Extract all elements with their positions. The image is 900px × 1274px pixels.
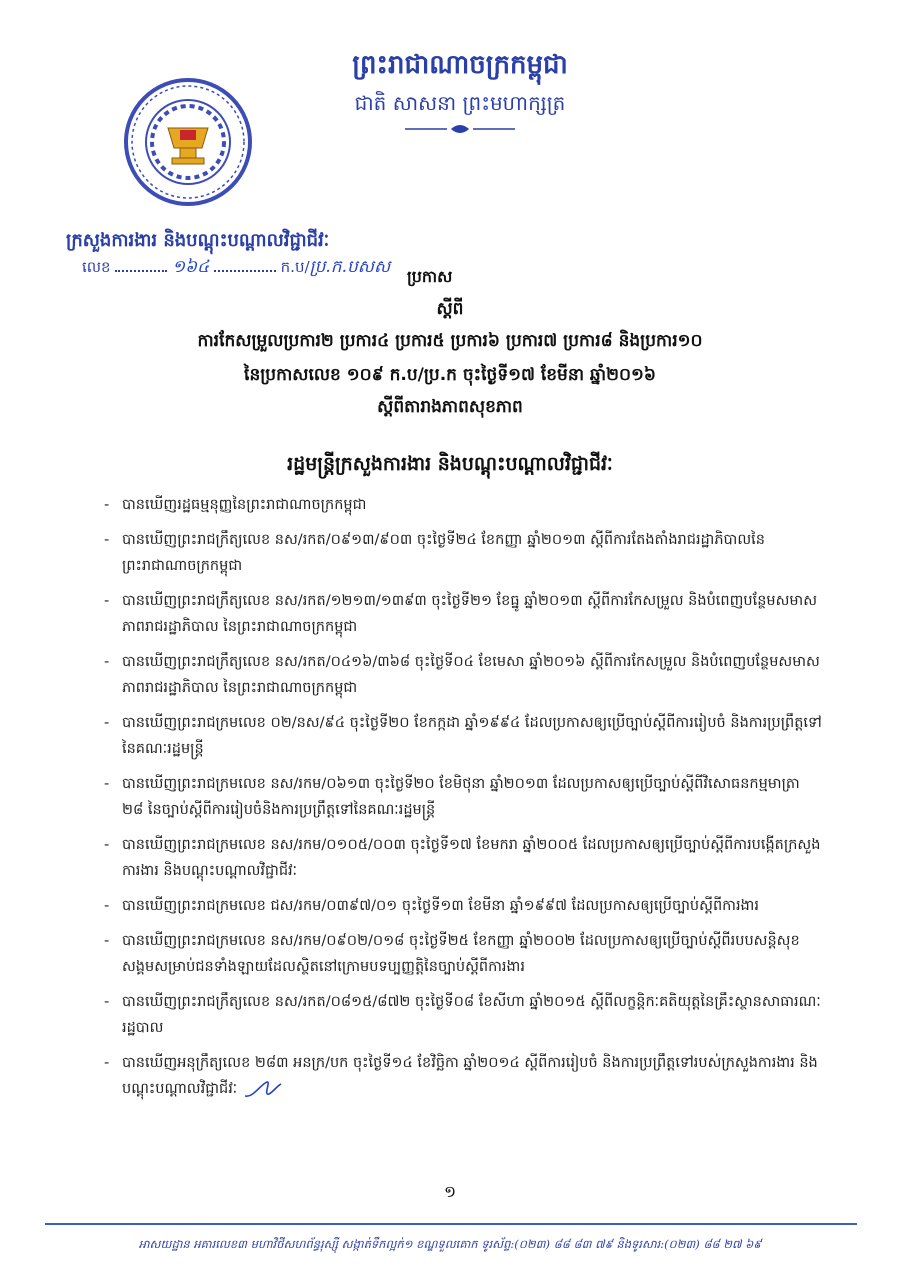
list-item: - បានឃើញព្រះរាជក្រមលេខ ០២/នស/៩៤ ចុះថ្ងៃទី២០ ខែកក្កដា ឆ្នាំ១៩៩៤ ដែលប្រកាសឲ្យប្រើច្បាប់ស្តីពីការរៀបចំ និងការប្រព្រឹត្តទៅនៃគណៈរដ្ឋមន្ត្រី (104, 715, 822, 757)
title-line-2: នៃប្រកាសលេខ ១០៩ ក.ប/ប្រ.ក ចុះថ្ងៃទី១៧ ខែមីនា ឆ្នាំ២០១៦ (244, 365, 656, 385)
list-item: - បានឃើញព្រះរាជក្រឹត្យលេខ នស/រកត/០៩១៣/៩០៣ ចុះថ្ងៃទី២៤ ខែកញ្ញា ឆ្នាំ២០១៣ ស្តីពីការតែងតាំងរាជរដ្ឋាភិបាលនៃព្រះរាជាណាចក្រកម្ពុជា (104, 532, 765, 574)
legal-basis-list (104, 492, 824, 1111)
title-line-1: ការកែសម្រួលប្រការ២ ប្រការ៤ ប្រការ៥ ប្រការ៦ ប្រការ៧ ប្រការ៨ និងប្រការ១០ (197, 331, 703, 351)
about-label: ស្តីពី (436, 299, 464, 319)
list-item: - បានឃើញព្រះរាជក្រឹត្យលេខ នស/រកត/០៨១៥/៨៧២ ចុះថ្ងៃទី០៨ ខែសីហា ឆ្នាំ២០១៥ ស្តីពីលក្ខន្តិកៈគតិយុត្តនៃគ្រឹះស្ថានសាធារណៈរដ្ឋបាល (104, 994, 821, 1036)
list-item: - បានឃើញព្រះរាជក្រមលេខ នស/រកម/០៦១៣ ចុះថ្ងៃទី២០ ខែមិថុនា ឆ្នាំ២០១៣ ដែលប្រកាសឲ្យប្រើច្បាប់ស្តីពីវិសោធនកម្មមាត្រា ២៨ នៃច្បាប់ស្តីពីការរៀបចំនិងការប្រព្រឹត្តទៅនៃគណៈរដ្ឋមន្ត្រី (104, 776, 800, 818)
footer-divider (45, 1223, 857, 1225)
page-number: ១ (443, 1182, 457, 1201)
national-motto: ជាតិ សាសនា ព្រះមហាក្សត្រ (354, 91, 566, 115)
number-label: លេខ (82, 258, 111, 276)
ornament-divider (405, 124, 515, 134)
reference-line: លេខ ១៦៤ ក.ប/ប្រ.ក.បសស (82, 257, 391, 277)
ministry-logo (122, 76, 254, 208)
authority-heading: រដ្ឋមន្ត្រីក្រសួងការងារ និងបណ្តុះបណ្តាលវិជ្ជាជីវៈ (287, 453, 613, 475)
kingdom-heading: ព្រះរាជាណាចក្រកម្ពុជា (352, 50, 568, 80)
reference-number: ១៦៤ (172, 257, 210, 277)
list-item: - បានឃើញព្រះរាជក្រឹត្យលេខ នស/រកត/១២១៣/១៣៩៣ ចុះថ្ងៃទី២១ ខែធ្នូ ឆ្នាំ២០១៣ ស្តីពីការកែសម្រួល និងបំពេញបន្ថែមសមាសភាពរាជរដ្ឋាភិបាល នៃព្រះរាជាណាចក្រកម្ពុជា (104, 593, 818, 635)
issuing-ministry: ក្រសួងការងារ និងបណ្តុះបណ្តាលវិជ្ជាជីវៈ (66, 230, 330, 251)
list-item: - បានឃើញព្រះរាជក្រឹត្យលេខ នស/រកត/០៤១៦/៣៦៨ ចុះថ្ងៃទី០៤ ខែមេសា ឆ្នាំ២០១៦ ស្តីពីការកែសម្រួល និងបំពេញបន្ថែមសមាសភាពរាជរដ្ឋាភិបាល នៃព្រះរាជាណាចក្រកម្ពុជា (104, 654, 820, 696)
list-item: - បានឃើញរដ្ឋធម្មនុញ្ញនៃព្រះរាជាណាចក្រកម្ពុជា (104, 497, 367, 513)
list-item: - បានឃើញអនុក្រឹត្យលេខ ២៨៣ អនក្រ/បក ចុះថ្ងៃទី១៤ ខែវិច្ឆិកា ឆ្នាំ២០១៤ ស្តីពីការរៀបចំ និងការប្រព្រឹត្តទៅរបស់ក្រសួងការងារ និងបណ្តុះបណ្តាលវិជ្ជាជីវៈ (104, 1050, 824, 1102)
list-item: - បានឃើញព្រះរាជក្រមលេខ នស/រកម/០១០៥/០០៣ ចុះថ្ងៃទី១៧ ខែមករា ឆ្នាំ២០០៥ ដែលប្រកាសឲ្យប្រើច្បាប់ស្តីពីការបង្កើតក្រសួងការងារ និងបណ្តុះបណ្តាលវិជ្ជាជីវៈ (104, 837, 821, 879)
footer-address: អាសយដ្ឋាន អគារលេខ៣ មហាវិថីសហព័ន្ធរុស្ស៊ី សង្កាត់ទឹកល្អក់១ ខណ្ឌទួលគោក ទូរស័ព្ទ:(០២៣) ៨៨ ៨៣ ៧៩ និងទូរសារ:(០២៣) ៨៨ ២៧ ៦៩ (138, 1237, 762, 1251)
reference-suffix: ប្រ.ក.បសស (309, 257, 391, 277)
list-item: - បានឃើញព្រះរាជក្រមលេខ នស/រកម/០៩០២/០១៨ ចុះថ្ងៃទី២៥ ខែកញ្ញា ឆ្នាំ២០០២ ដែលប្រកាសឲ្យប្រើច្បាប់ស្តីពីរបបសន្តិសុខសង្គមសម្រាប់ជនទាំងឡាយដែលស្ថិតនៅក្រោមបទប្បញ្ញត្តិនៃច្បាប់ស្តីពីការងារ (104, 933, 800, 975)
document-type: ប្រកាស (407, 267, 453, 286)
initial-signature (243, 1078, 283, 1100)
reference-prefix: ក.ប (280, 258, 305, 276)
list-item: - បានឃើញព្រះរាជក្រមលេខ ជស/រកម/០៣៩៧/០១ ចុះថ្ងៃទី១៣ ខែមីនា ឆ្នាំ១៩៩៧ ដែលប្រកាសឲ្យប្រើច្បាប់ស្តីពីការងារ (104, 898, 759, 914)
title-line-3: ស្តីពីតារាងភាពសុខភាព (377, 397, 523, 417)
